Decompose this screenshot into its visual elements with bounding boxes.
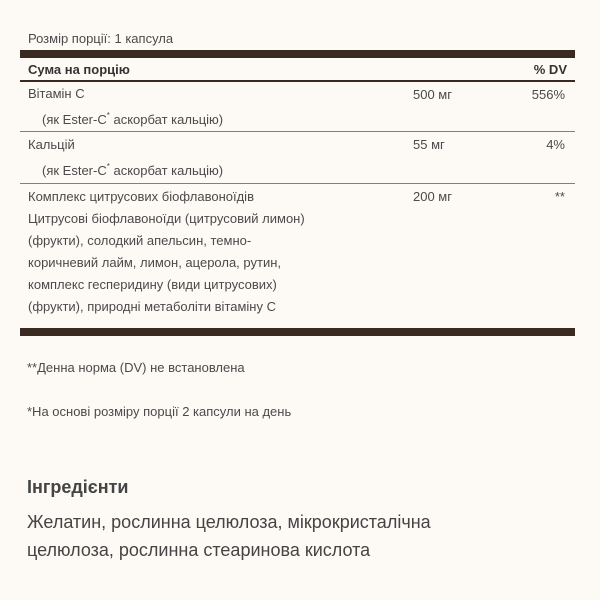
nutrient-line: Цитрусові біофлавоноїди (цитрусовий лимон): [28, 211, 305, 226]
nutrient-line: (фрукти), солодкий апельсин, темно-: [28, 233, 252, 248]
nutrient-line: комплекс гесперидину (види цитрусових): [28, 277, 277, 292]
ingredients-text: [27, 508, 567, 564]
amount-per-serving-label: Сума на порцію: [28, 62, 130, 77]
serving-size: Розмір порції: 1 капсула: [28, 31, 174, 46]
nutrient-dv: 556%: [531, 87, 565, 102]
ingredients-line: Желатин, рослинна целюлоза, мікрокристалічна: [27, 512, 431, 532]
nutrient-line: коричневий лайм, лимон, ацерола, рутин,: [28, 255, 281, 270]
dv-label: % DV: [533, 62, 567, 77]
ingredients-line: целюлоза, рослинна стеаринова кислота: [27, 540, 371, 560]
nutrient-line: (фрукти), природні метаболіти вітаміну С: [28, 299, 276, 314]
table-row-calcium: [20, 132, 575, 183]
nutrient-line: Комплекс цитрусових біофлавоноїдів: [28, 189, 254, 204]
nutrient-dv: **: [554, 189, 565, 204]
footnote-serving: *На основі розміру порції 2 капсули на день: [27, 404, 292, 419]
nutrient-source: (як Ester-C* аскорбат кальцію): [42, 111, 224, 127]
nutrient-dv: 4%: [546, 137, 565, 152]
nutrient-amount: 500 мг: [413, 87, 452, 102]
nutrient-source: (як Ester-C* аскорбат кальцію): [42, 162, 224, 178]
footnote-dv: **Денна норма (DV) не встановлена: [27, 360, 245, 375]
supplement-facts-panel: [20, 28, 575, 336]
nutrient-name: Вітамін С: [28, 86, 85, 101]
nutrient-amount: 200 мг: [413, 189, 452, 204]
ingredients-title: Інгредієнти: [27, 477, 129, 497]
thick-divider: [20, 50, 575, 58]
table-row-vitamin-c: [20, 82, 575, 131]
table-header: [20, 58, 575, 80]
table-row-bioflavonoids: [20, 184, 575, 328]
thick-divider: [20, 328, 575, 336]
nutrient-name: Кальцій: [28, 137, 75, 152]
nutrient-amount: 55 мг: [413, 137, 445, 152]
